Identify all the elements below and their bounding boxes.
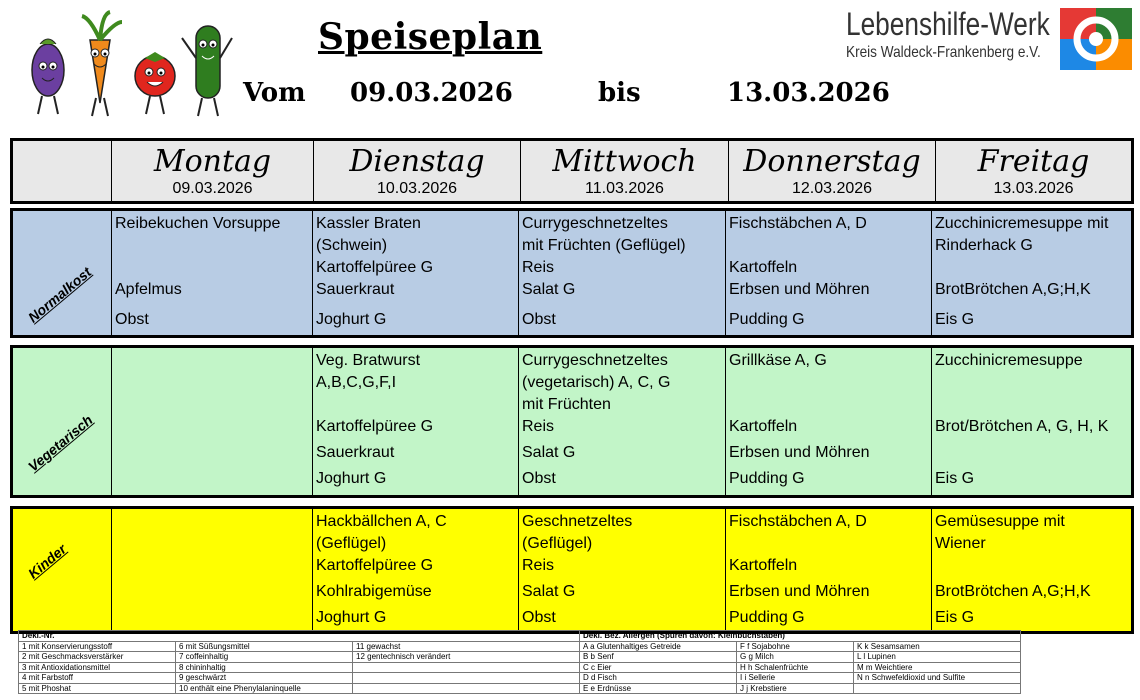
menu-line: Reis bbox=[522, 259, 555, 276]
menu-line: Salat G bbox=[522, 444, 576, 461]
legend-cell: M m Weichtiere bbox=[854, 662, 1021, 673]
day-header-wednesday bbox=[520, 141, 728, 201]
legend-cell: D d Fisch bbox=[580, 673, 737, 684]
menu-line: Obst bbox=[522, 609, 556, 626]
legend-cell: 2 mit Geschmacksverstärker bbox=[19, 652, 176, 663]
menu-line: Joghurt G bbox=[316, 609, 387, 626]
menu-line: mit Früchten bbox=[522, 396, 611, 413]
legend-cell: C c Eier bbox=[580, 662, 737, 673]
category-label: Vegetarisch bbox=[24, 411, 96, 475]
day-date: 09.03.2026 bbox=[172, 180, 253, 197]
menu-block-normalkost bbox=[10, 208, 1134, 338]
menu-line: Zucchinicremesuppe mit bbox=[935, 215, 1109, 232]
legend-cell: H h Schalenfrüchte bbox=[737, 662, 854, 673]
menu-line: Rinderhack G bbox=[935, 237, 1033, 254]
menu-line: (vegetarisch) A, C, G bbox=[522, 374, 671, 391]
menu-cell-monday bbox=[111, 211, 312, 335]
legend-allergen-header: Dekl. Bez. Allergen (Spuren davon: Kleinbuchstaben) bbox=[580, 631, 1021, 642]
menu-line: Salat G bbox=[522, 583, 576, 600]
menu-line: Sauerkraut bbox=[316, 281, 395, 298]
menu-cell-thursday bbox=[725, 348, 931, 495]
menu-line: Reis bbox=[522, 418, 555, 435]
category-cell bbox=[13, 509, 111, 631]
day-name: Montag bbox=[153, 144, 272, 179]
legend-decl-header: Dekl.-Nr. bbox=[19, 631, 580, 642]
legend-cell: I i Sellerie bbox=[737, 673, 854, 684]
menu-line: Kohlrabigemüse bbox=[316, 583, 432, 600]
menu-cell-wednesday bbox=[518, 211, 725, 335]
category-label: Normalkost bbox=[24, 263, 95, 326]
legend-cell: 3 mit Antioxidationsmittel bbox=[19, 662, 176, 673]
legend-row bbox=[19, 673, 1021, 684]
menu-line: Pudding G bbox=[729, 311, 805, 328]
menu-cell-tuesday bbox=[312, 509, 518, 631]
day-name: Donnerstag bbox=[743, 144, 921, 179]
menu-cell-friday bbox=[931, 348, 1131, 495]
eggplant-icon bbox=[32, 39, 64, 114]
legend-cell: 1 mit Konservierungsstoff bbox=[19, 641, 176, 652]
menu-line: Wiener bbox=[935, 535, 986, 552]
day-name: Freitag bbox=[977, 144, 1090, 179]
organization-name: Lebenshilfe-Werk bbox=[846, 6, 1050, 42]
legend-cell: 5 mit Phoshat bbox=[19, 683, 176, 694]
day-header-tuesday bbox=[313, 141, 520, 201]
menu-line: Kartoffelpüree G bbox=[316, 557, 434, 574]
menu-block-vegetarisch bbox=[10, 345, 1134, 498]
menu-line: (Geflügel) bbox=[316, 535, 387, 552]
menu-line: Hackbällchen A, C bbox=[316, 513, 447, 530]
menu-line: Currygeschnetzeltes bbox=[522, 215, 668, 232]
menu-line: Kartoffeln bbox=[729, 259, 798, 276]
legend-cell: 9 geschwärzt bbox=[176, 673, 353, 684]
legend-cell: A a Glutenhaltiges Getreide bbox=[580, 641, 737, 652]
menu-line: Pudding G bbox=[729, 609, 805, 626]
legend-cell: 10 enthält eine Phenylalaninquelle bbox=[176, 683, 353, 694]
category-cell bbox=[13, 211, 111, 335]
menu-cell-thursday bbox=[725, 211, 931, 335]
menu-line: Joghurt G bbox=[316, 470, 387, 487]
menu-line: (Schwein) bbox=[316, 237, 388, 254]
menu-cell-tuesday bbox=[312, 348, 518, 495]
menu-line: Obst bbox=[522, 470, 556, 487]
day-name: Mittwoch bbox=[552, 144, 697, 179]
menu-line: Sauerkraut bbox=[316, 444, 395, 461]
menu-line: Apfelmus bbox=[115, 281, 182, 298]
day-header-monday bbox=[111, 141, 313, 201]
legend-cell: 7 coffeinhaltig bbox=[176, 652, 353, 663]
menu-line: Obst bbox=[522, 311, 556, 328]
corner-cell bbox=[13, 141, 111, 201]
tomato-icon bbox=[135, 52, 175, 114]
legend-cell: 12 gentechnisch verändert bbox=[353, 652, 580, 663]
day-date: 13.03.2026 bbox=[993, 180, 1074, 197]
vom-label: Vom bbox=[243, 78, 306, 108]
menu-line: Veg. Bratwurst bbox=[316, 352, 421, 369]
legend-header-row bbox=[19, 631, 1021, 642]
legend-cell: L l Lupinen bbox=[854, 652, 1021, 663]
menu-line: Salat G bbox=[522, 281, 576, 298]
menu-line: Erbsen und Möhren bbox=[729, 444, 870, 461]
day-date: 12.03.2026 bbox=[791, 180, 873, 197]
menu-line: Fischstäbchen A, D bbox=[729, 215, 867, 232]
menu-line: BrotBrötchen A,G;H,K bbox=[935, 281, 1091, 298]
menu-line: Obst bbox=[115, 311, 149, 328]
menu-line: mit Früchten (Geflügel) bbox=[522, 237, 686, 254]
menu-line: Reibekuchen Vorsuppe bbox=[115, 215, 281, 232]
menu-line: Eis G bbox=[935, 311, 975, 328]
legend-cell: 8 chininhaltig bbox=[176, 662, 353, 673]
menu-line: (Geflügel) bbox=[522, 535, 593, 552]
vegetable-characters-illustration bbox=[20, 8, 235, 123]
menu-line: Fischstäbchen A, D bbox=[729, 513, 867, 530]
menu-line: Pudding G bbox=[729, 470, 805, 487]
menu-cell-monday bbox=[111, 348, 312, 495]
menu-cell-wednesday bbox=[518, 509, 725, 631]
menu-line: Reis bbox=[522, 557, 555, 574]
end-date: 13.03.2026 bbox=[727, 78, 890, 108]
legend-table bbox=[18, 630, 1021, 694]
legend-cell bbox=[353, 683, 580, 694]
legend-cell: 11 gewachst bbox=[353, 641, 580, 652]
day-date: 11.03.2026 bbox=[585, 180, 664, 197]
legend-cell bbox=[353, 662, 580, 673]
menu-cell-friday bbox=[931, 509, 1131, 631]
category-label: Kinder bbox=[24, 540, 70, 582]
menu-line: Joghurt G bbox=[316, 311, 387, 328]
legend-cell: K k Sesamsamen bbox=[854, 641, 1021, 652]
day-header-thursday bbox=[728, 141, 935, 201]
legend-cell bbox=[353, 673, 580, 684]
legend-cell: 6 mit Süßungsmittel bbox=[176, 641, 353, 652]
menu-cell-wednesday bbox=[518, 348, 725, 495]
menu-line: Brot/Brötchen A, G, H, K bbox=[935, 418, 1109, 435]
menu-cell-tuesday bbox=[312, 211, 518, 335]
menu-line: Geschnetzeltes bbox=[522, 513, 633, 530]
organization-logo-icon bbox=[1060, 8, 1132, 70]
day-name: Dienstag bbox=[349, 144, 485, 179]
menu-line: Kartoffelpüree G bbox=[316, 418, 434, 435]
menu-line: Grillkäse A, G bbox=[729, 352, 827, 369]
bis-label: bis bbox=[598, 78, 641, 108]
menu-line: A,B,C,G,F,I bbox=[316, 374, 397, 391]
menu-line: Eis G bbox=[935, 609, 975, 626]
page-title: Speiseplan bbox=[318, 16, 543, 58]
menu-line: Eis G bbox=[935, 470, 975, 487]
day-header-friday bbox=[935, 141, 1131, 201]
cucumber-icon bbox=[182, 26, 232, 116]
organization-subtitle: Kreis Waldeck-Frankenberg e.V. bbox=[846, 44, 1041, 61]
menu-line: Zucchinicremesuppe bbox=[935, 352, 1083, 369]
menu-block-kinder bbox=[10, 506, 1134, 634]
menu-line: Gemüsesuppe mit bbox=[935, 513, 1065, 530]
menu-line: Kartoffelpüree G bbox=[316, 259, 434, 276]
start-date: 09.03.2026 bbox=[350, 78, 513, 108]
category-cell bbox=[13, 348, 111, 495]
legend-row bbox=[19, 641, 1021, 652]
legend-cell bbox=[854, 683, 1021, 694]
menu-cell-friday bbox=[931, 211, 1131, 335]
legend-cell: J j Krebstiere bbox=[737, 683, 854, 694]
legend-cell: N n Schwefeldioxid und Sulfite bbox=[854, 673, 1021, 684]
legend-cell: 4 mit Farbstoff bbox=[19, 673, 176, 684]
menu-line: Currygeschnetzeltes bbox=[522, 352, 668, 369]
legend-cell: F f Sojabohne bbox=[737, 641, 854, 652]
menu-line: Kartoffeln bbox=[729, 557, 798, 574]
menu-line: Erbsen und Möhren bbox=[729, 281, 870, 298]
menu-line: Kartoffeln bbox=[729, 418, 798, 435]
carrot-icon bbox=[82, 12, 122, 116]
legend-cell: B b Senf bbox=[580, 652, 737, 663]
day-date: 10.03.2026 bbox=[376, 180, 458, 197]
day-header-row bbox=[10, 138, 1134, 204]
legend-cell: E e Erdnüsse bbox=[580, 683, 737, 694]
legend-row bbox=[19, 662, 1021, 673]
legend-cell: G g Milch bbox=[737, 652, 854, 663]
allergen-legend bbox=[18, 630, 1130, 693]
legend-row bbox=[19, 652, 1021, 663]
legend-row bbox=[19, 683, 1021, 694]
menu-line: Kassler Braten bbox=[316, 215, 421, 232]
menu-cell-monday bbox=[111, 509, 312, 631]
menu-line: Erbsen und Möhren bbox=[729, 583, 870, 600]
menu-cell-thursday bbox=[725, 509, 931, 631]
menu-line: BrotBrötchen A,G;H,K bbox=[935, 583, 1091, 600]
